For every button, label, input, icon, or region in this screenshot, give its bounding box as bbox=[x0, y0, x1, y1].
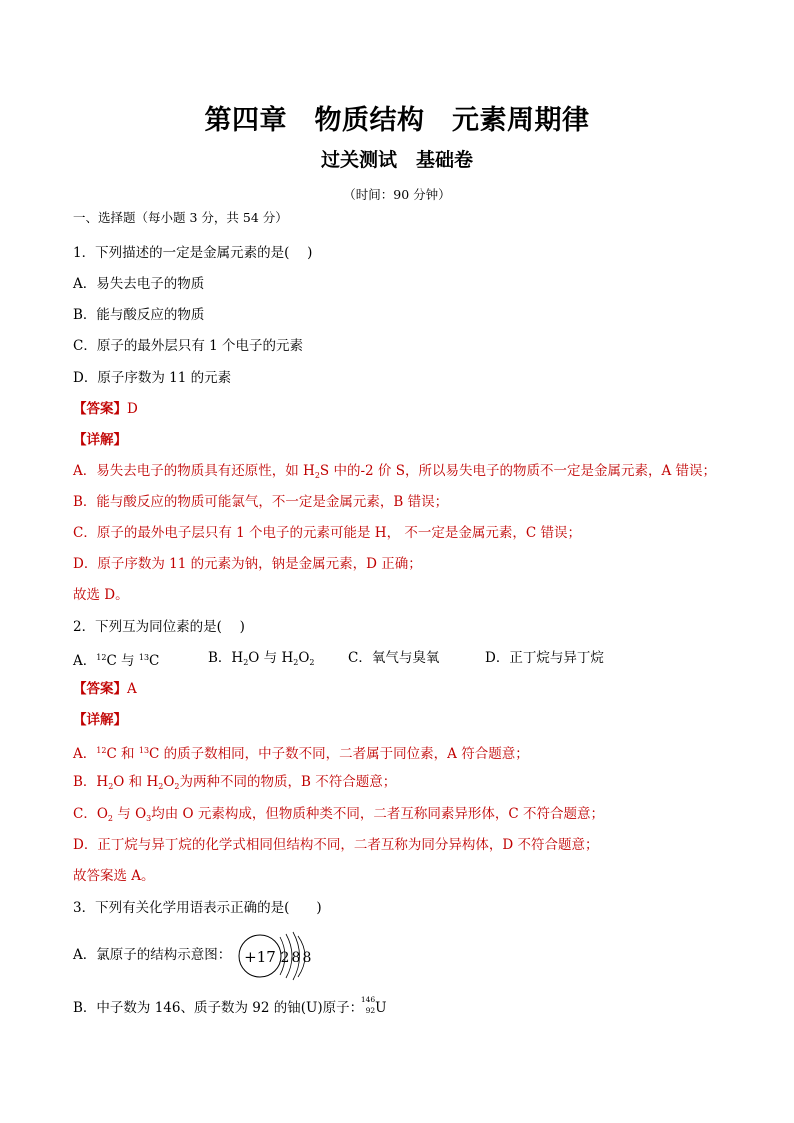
q2-option-a: A．$^{12}$C 与 $^{13}$C bbox=[73, 653, 160, 669]
q1-detail-d: D．原子序数为 11 的元素为钠，钠是金属元素，D 正确； bbox=[73, 556, 422, 572]
shell-count-3: 8 bbox=[302, 950, 312, 966]
q2-option-d: D．正丁烷与异丁烷 bbox=[485, 650, 604, 666]
q1-detail-a: A．易失去电子的物质具有还原性，如 $H_2S$ 中的-2 价 S，所以易失电子的物质不一定是金属元素，A 错误； bbox=[73, 463, 716, 480]
q2-conclusion: 故答案选 A。 bbox=[73, 868, 155, 884]
chlorine-atom-diagram bbox=[236, 929, 322, 981]
q2-detail-b: B．$H_2O$ 和 $H_2O_2$为两种不同的物质，B 不符合题意； bbox=[73, 774, 397, 791]
shell-count-1: 2 bbox=[280, 950, 290, 966]
q1-stem: 1．下列描述的一定是金属元素的是( ) bbox=[73, 245, 313, 261]
q3-stem: 3．下列有关化学用语表示正确的是( ) bbox=[73, 900, 322, 916]
section-heading: 一、选择题（每小题 3 分，共 54 分） bbox=[73, 210, 288, 225]
q2-answer bbox=[73, 680, 137, 698]
q2-detail-d: D．正丁烷与异丁烷的化学式相同但结构不同，二者互称为同分异构体，D 不符合题意； bbox=[73, 837, 599, 853]
q1-conclusion: 故选 D。 bbox=[73, 587, 129, 603]
nucleus-charge: +17 bbox=[244, 948, 276, 966]
q1-option-b: B．能与酸反应的物质 bbox=[73, 307, 205, 323]
shell-count-2: 8 bbox=[291, 950, 301, 966]
q2-options bbox=[73, 649, 633, 667]
q2-detail-label: 【详解】 bbox=[73, 712, 127, 728]
test-subtitle: 过关测试 基础卷 bbox=[320, 149, 473, 171]
q1-option-d: D．原子序数为 11 的元素 bbox=[73, 370, 232, 386]
q2-option-c: C．氧气与臭氧 bbox=[348, 650, 440, 666]
q1-detail-label: 【详解】 bbox=[73, 432, 127, 448]
answer-value: A bbox=[127, 681, 137, 697]
q1-detail-b: B．能与酸反应的物质可能氯气，不一定是金属元素，B 错误； bbox=[73, 494, 449, 510]
q1-answer bbox=[73, 400, 138, 418]
q2-detail-c: C．$O_2$ 与 $O_3$均由 O 元素构成，但物质种类不同，二者互称同素异形体，C 不符合题意； bbox=[73, 806, 605, 823]
q2-stem: 2．下列互为同位素的是( ) bbox=[73, 619, 245, 635]
uranium-nuclide: 146 92 bbox=[360, 995, 376, 1015]
answer-value: D bbox=[127, 401, 138, 417]
chapter-title: 第四章 物质结构 元素周期律 bbox=[204, 105, 590, 136]
q2-option-b: B．$H_2O$ 与 $H_2O_2$ bbox=[208, 650, 315, 667]
answer-label: 【答案】 bbox=[73, 681, 127, 697]
q1-detail-c: C．原子的最外电子层只有 1 个电子的元素可能是 H， 不一定是金属元素，C 错误； bbox=[73, 525, 581, 541]
q3-option-b: B．中子数为 146、质子数为 92 的铀(U)原子： 146 92 U bbox=[73, 995, 387, 1016]
q1-option-c: C．原子的最外层只有 1 个电子的元素 bbox=[73, 338, 304, 354]
q1-option-a: A．易失去电子的物质 bbox=[73, 276, 205, 292]
q2-detail-a: A．$^{12}$C 和 $^{13}$C 的质子数相同，中子数不同，二者属于同位素，A 符合题意； bbox=[73, 746, 529, 762]
answer-label: 【答案】 bbox=[73, 401, 127, 417]
q3-option-a: A．氯原子的结构示意图： bbox=[73, 947, 232, 963]
time-limit: （时间：90 分钟） bbox=[343, 187, 451, 202]
